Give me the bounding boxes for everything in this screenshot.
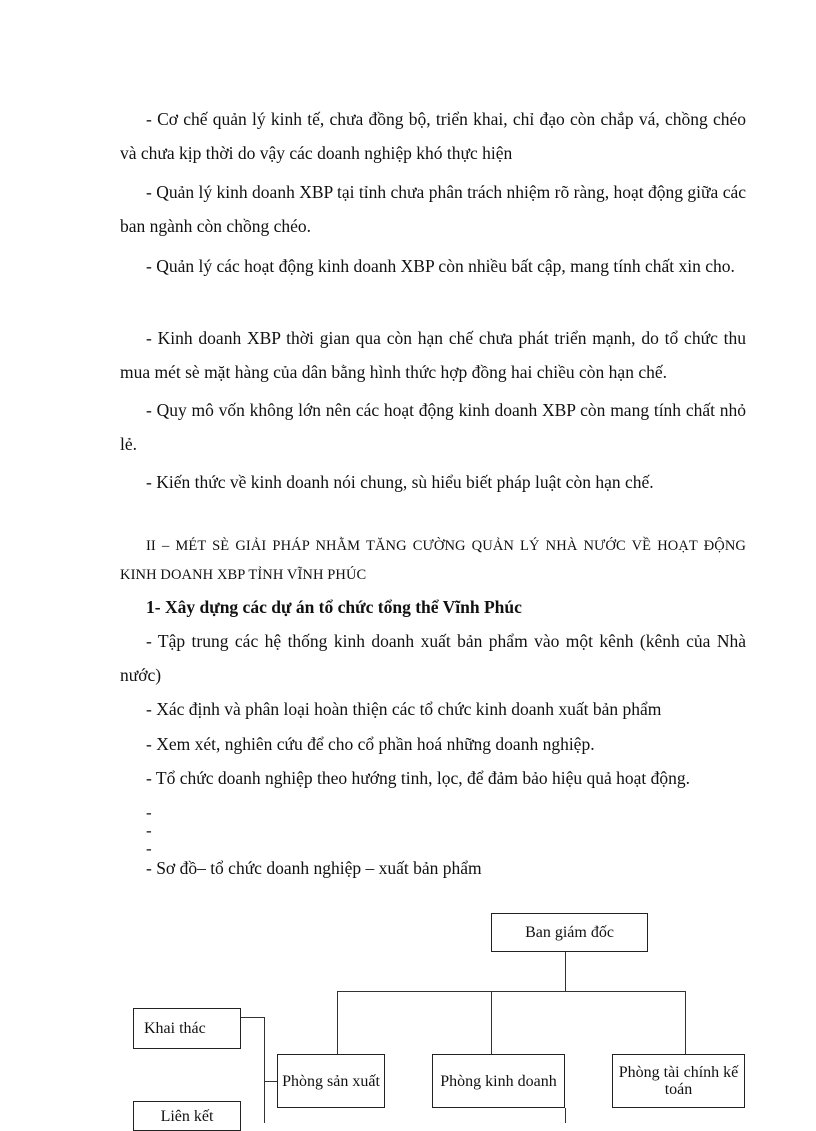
paragraph-6: - Kiến thức về kinh doanh nói chung, sù hiểu biết pháp luật còn hạn chế.: [146, 472, 654, 492]
subheading: 1- Xây dựng các dự án tổ chức tổng thể Vĩnh Phúc: [146, 597, 522, 617]
section-heading: II – MÉT SÈ GIẢI PHÁP NHẰM TĂNG CƯỜNG QUẢN LÝ NHÀ NƯỚC VỀ HOẠT ĐỘNG KINH DOANH XBP TỈNH VĨNH PHÚC: [120, 538, 746, 583]
org-connector: [337, 991, 686, 992]
diagram-caption: - Sơ đồ– tổ chức doanh nghiệp – xuất bản phẩm: [146, 858, 482, 878]
org-connector: [337, 991, 338, 1054]
org-connector: [241, 1017, 265, 1018]
org-box-production: Phòng sản xuất: [277, 1054, 385, 1108]
paragraph-5: - Quy mô vốn không lớn nên các hoạt động kinh doanh XBP còn mang tính chất nhỏ lẻ.: [120, 400, 746, 454]
org-connector: [264, 1017, 265, 1123]
org-connector: [565, 1108, 566, 1123]
org-connector: [685, 991, 686, 1054]
org-box-exploit: Khai thác: [133, 1008, 241, 1049]
measure-1: - Tập trung các hệ thống kinh doanh xuất bản phẩm vào một kênh (kênh của Nhà nước): [120, 631, 746, 685]
org-connector: [565, 952, 566, 991]
org-box-top: Ban giám đốc: [491, 913, 648, 952]
org-box-finance: Phòng tài chính kế toán: [612, 1054, 745, 1108]
org-connector: [491, 991, 492, 1054]
measure-4: - Tổ chức doanh nghiệp theo hướng tinh, lọc, để đảm bảo hiệu quả hoạt động.: [146, 768, 691, 788]
empty-dash-3: -: [146, 839, 152, 858]
paragraph-4: - Kinh doanh XBP thời gian qua còn hạn chế chưa phát triển mạnh, do tổ chức thu mua mét sè mặt hàng của dân bằng hình thức hợp đồng hai chiều còn hạn chế.: [120, 328, 746, 382]
empty-dash-2: -: [146, 821, 152, 840]
paragraph-2: - Quản lý kinh doanh XBP tại tỉnh chưa phân trách nhiệm rõ ràng, hoạt động giữa các ban ngành còn chồng chéo.: [120, 182, 746, 236]
paragraph-3: - Quản lý các hoạt động kinh doanh XBP còn nhiều bất cập, mang tính chất xin cho.: [146, 256, 735, 276]
measure-3: - Xem xét, nghiên cứu để cho cổ phần hoá những doanh nghiệp.: [146, 734, 595, 754]
org-box-link: Liên kết: [133, 1101, 241, 1131]
empty-dash-1: -: [146, 803, 152, 822]
paragraph-1: - Cơ chế quản lý kinh tế, chưa đồng bộ, triển khai, chỉ đạo còn chắp vá, chồng chéo và chưa kịp thời do vậy các doanh nghiệp khó thực hiện: [120, 109, 746, 163]
org-box-business: Phòng kinh doanh: [432, 1054, 565, 1108]
measure-2: - Xác định và phân loại hoàn thiện các tổ chức kinh doanh xuất bản phẩm: [146, 699, 662, 719]
org-connector: [264, 1081, 277, 1082]
